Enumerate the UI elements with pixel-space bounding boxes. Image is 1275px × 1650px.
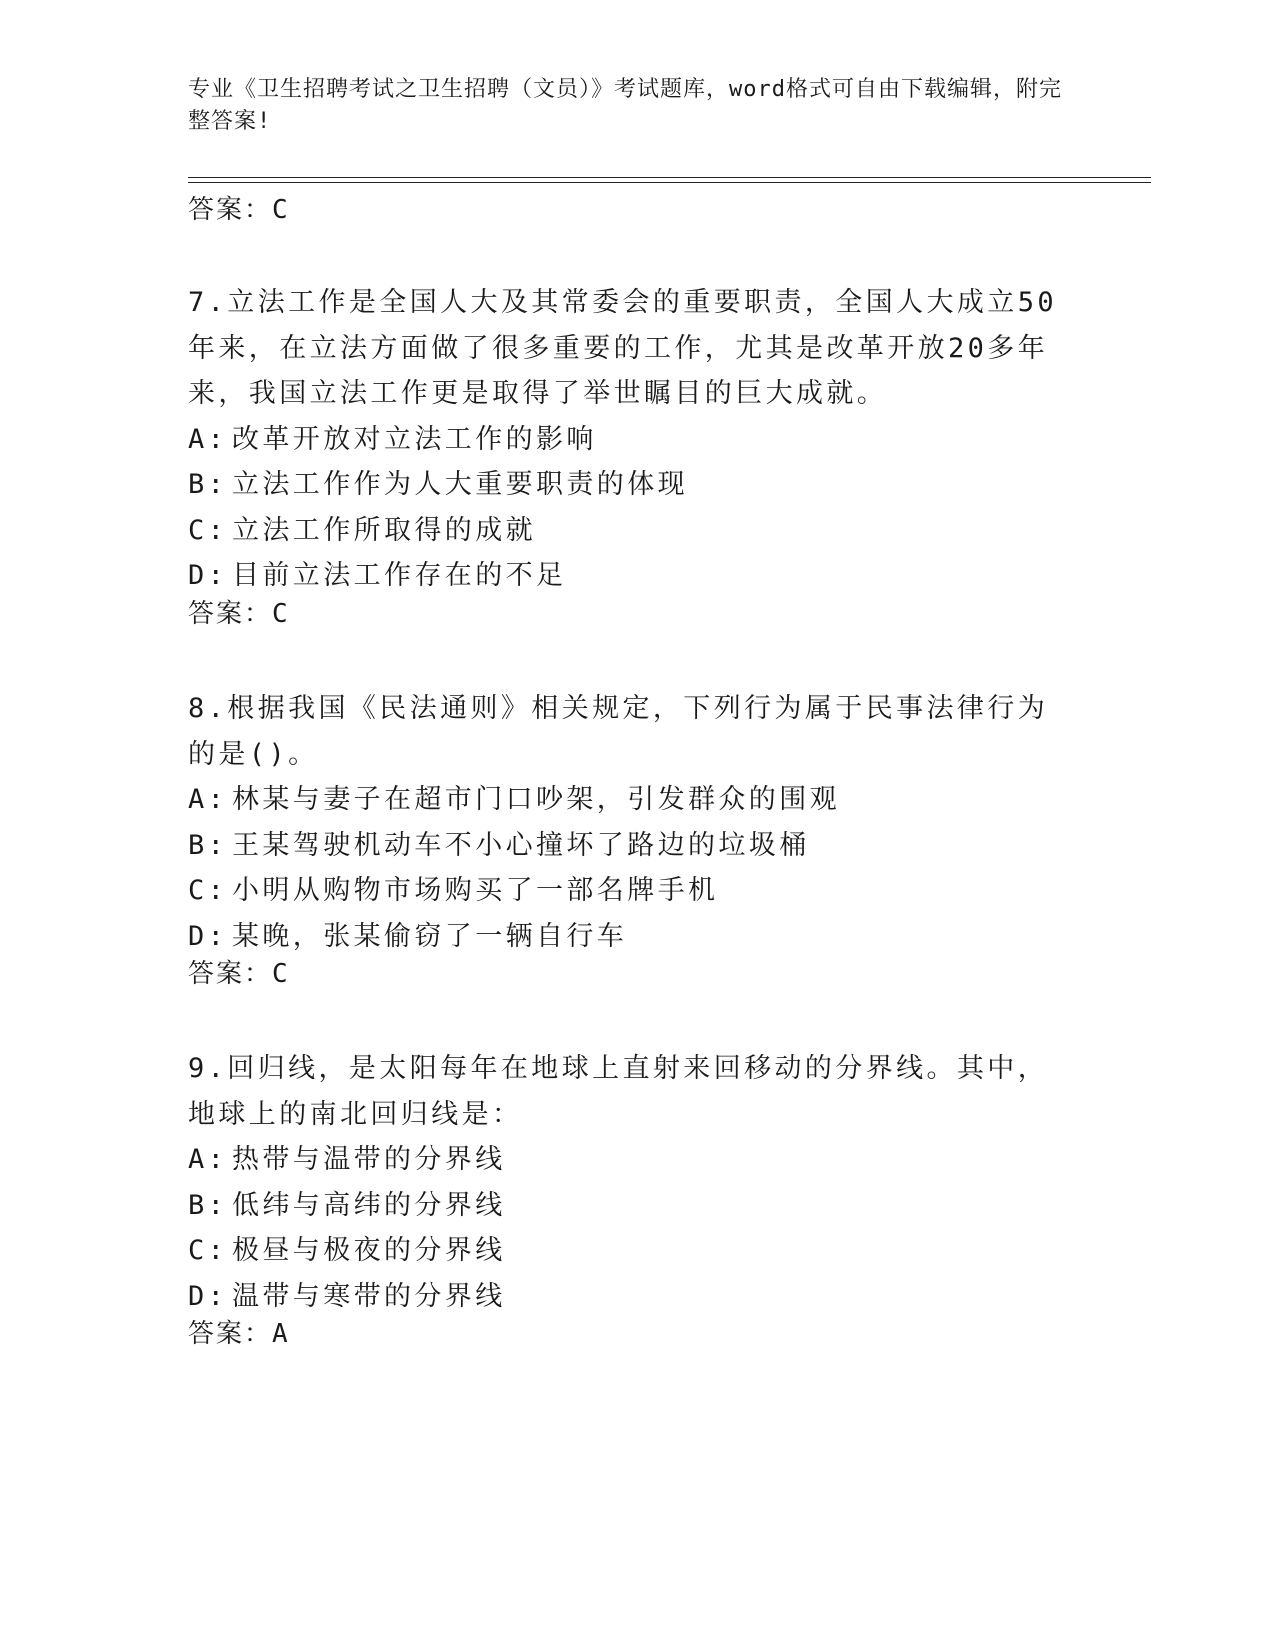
option-key: A: [188,784,228,815]
option-text: 低纬与高纬的分界线 [232,1189,506,1221]
option-text: 林某与妻子在超市门口吵架，引发群众的围观 [232,784,840,815]
option-text: 改革开放对立法工作的影响 [232,423,597,455]
option-text: 目前立法工作存在的不足 [232,560,567,591]
question-9 [188,1046,1068,1319]
option-a [188,417,1068,463]
option-text: 极昼与极夜的分界线 [232,1235,506,1266]
option-d [188,1274,1068,1320]
option-a [188,1137,1068,1183]
option-text: 温带与寒带的分界线 [232,1280,506,1312]
option-text: 立法工作所取得的成就 [232,514,536,546]
header-text: 专业《卫生招聘考试之卫生招聘（文员）》考试题库，word格式可自由下载编辑，附完整答案! [188,77,1062,134]
option-text: 某晚，张某偷窃了一辆自行车 [232,920,628,952]
option-key: D: [188,560,228,591]
option-text: 小明从购物市场购买了一部名牌手机 [232,875,719,906]
option-key: D: [188,920,228,952]
option-d [188,914,1068,960]
option-text: 热带与温带的分界线 [232,1144,506,1175]
question-text: 7.立法工作是全国人大及其常委会的重要职责，全国人大成立50年来，在立法方面做了很多重要的工作，尤其是改革开放20多年来，我国立法工作更是取得了举世瞩目的巨大成就。 [188,287,1058,409]
option-key: B: [188,829,228,861]
question-text: 9.回归线，是太阳每年在地球上直射来回移动的分界线。其中，地球上的南北回归线是： [188,1053,1049,1130]
header-divider-top [188,177,1151,178]
option-key: C: [188,1235,228,1266]
option-key: B: [188,1189,228,1221]
answer-8: 答案：C [188,959,290,989]
document-header [188,74,1068,138]
option-c [188,868,1068,914]
option-text: 立法工作作为人大重要职责的体现 [232,469,688,500]
header-divider-bottom [188,182,1151,183]
question-8 [188,686,1068,959]
previous-answer: 答案：C [188,195,290,225]
option-key: A: [188,1144,228,1175]
option-key: C: [188,514,228,546]
answer-9: 答案：A [188,1319,290,1349]
option-c [188,508,1068,554]
question-7 [188,280,1068,599]
option-key: D: [188,1280,228,1312]
option-c [188,1228,1068,1274]
option-a [188,777,1068,823]
option-b [188,1183,1068,1229]
option-d [188,553,1068,599]
answer-7: 答案：C [188,599,290,629]
option-b [188,823,1068,869]
question-text: 8.根据我国《民法通则》相关规定，下列行为属于民事法律行为的是()。 [188,693,1049,770]
option-key: A: [188,423,228,455]
option-b [188,462,1068,508]
option-key: C: [188,875,228,906]
option-key: B: [188,469,228,500]
option-text: 王某驾驶机动车不小心撞坏了路边的垃圾桶 [232,829,810,861]
